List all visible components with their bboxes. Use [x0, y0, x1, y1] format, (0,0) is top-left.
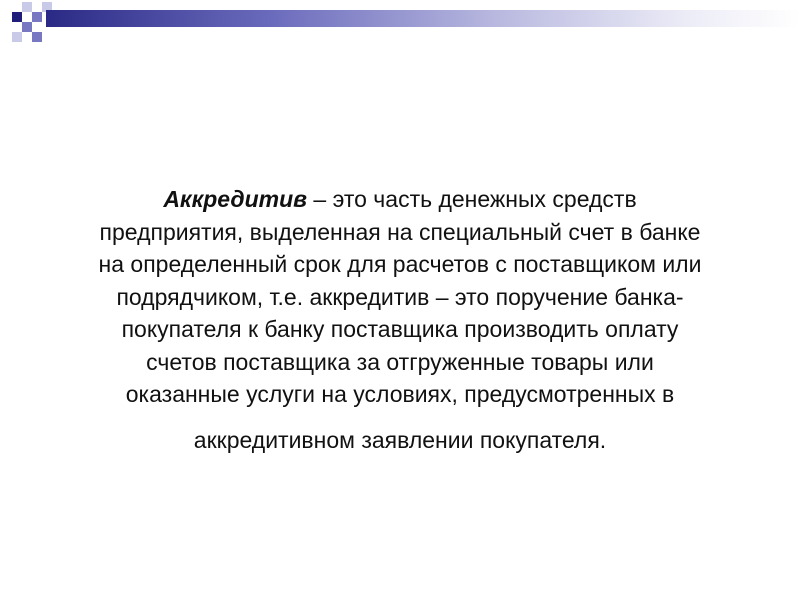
decor-square-mid-3	[32, 32, 42, 42]
text-line-5: покупателя к банку поставщика производить оплату	[121, 316, 679, 342]
decor-square-light-1	[22, 2, 32, 12]
text-line-2: предприятия, выделенная на специальный счет в банке	[99, 218, 701, 245]
text-line-8: аккредитивном заявлении покупателя.	[193, 427, 607, 453]
decor-square-light-3	[12, 32, 22, 42]
slide-header-decoration	[0, 0, 800, 50]
decor-square-dark-1	[12, 12, 22, 22]
text-line-3: на определенный срок для расчетов с поставщиком или	[98, 251, 702, 277]
text-line-1-rest: – это часть денежных средств	[307, 186, 637, 212]
text-line-6: счетов поставщика за отгруженные товары или	[146, 348, 654, 375]
decor-square-mid-1	[32, 12, 42, 22]
text-line-1	[40, 183, 760, 216]
defined-term: Аккредитив	[163, 186, 308, 212]
decor-square-mid-2	[22, 22, 32, 32]
text-line-4: подрядчиком, т.е. аккредитив – это поручение банка-	[116, 283, 684, 310]
definition-text	[40, 183, 760, 411]
text-line-7: оказанные услуги на условиях, предусмотренных в	[125, 381, 675, 407]
header-gradient-bar	[46, 10, 800, 27]
